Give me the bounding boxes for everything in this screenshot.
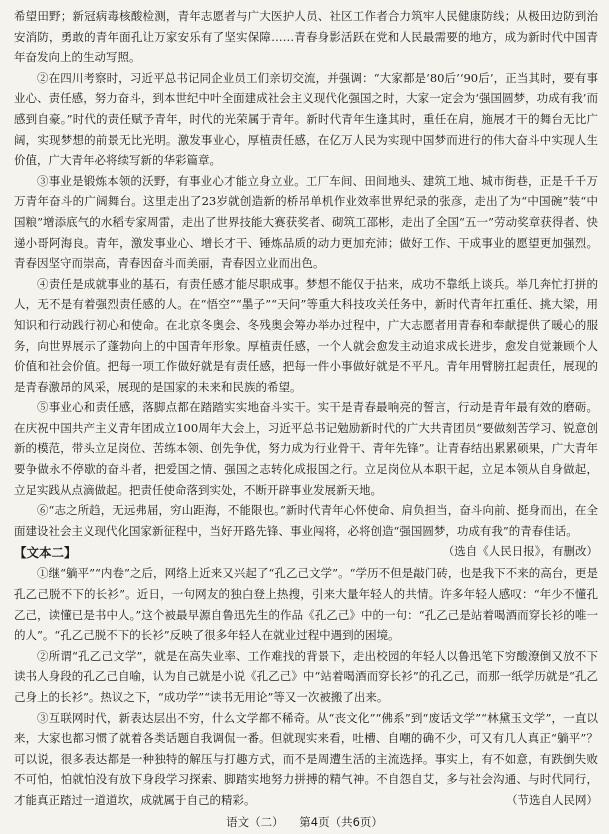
text-two-paragraph-3-text: ③互联网时代，新表达层出不穷，什么文学都不稀奇。从“丧文化”“佛系”到“废话文学”“林黛玉文学”，一直以来，大家也都习惯了就着各类话题自我调侃一番。但就现实来看，吐槽、自嘲的确不少，可又有几人真正“躺平”？可以说，很多表达都是一种独特的解压与打趣方式，而不是周遭生活的主流选择。事实上，有不如意，有跌倒失败不可怕，怕就怕没有放下身段学习探索、脚踏实地努力拼搏的精气神。不自怨自艾，多与社会沟通、与时代同行，才能真正踏过一道道坎，成就属于自己的精彩。 xyxy=(14,710,598,807)
text-two-heading: 【文本二】 xyxy=(14,545,77,561)
text-one-source: （选自《人民日报》，有删改） xyxy=(442,544,598,559)
paragraph-2: ②在四川考察时，习近平总书记同企业员工们亲切交流，并强调：“大家都是‘80后’‘90后’，正当其时，要有事业心、责任感，努力奋斗，到本世纪中叶全面建成社会主义现代化强国之时，大家一定会为‘强国圆梦，功成有我’而感到自豪。”时代的责任赋予青年，时代的光荣属于青年。新时代青年生逢其时，重任在肩，施展才干的舞台无比广阔，实现梦想的前景无比光明。激发事业心，厚植责任感，在亿万人民为实现中国梦而进行的伟大奋斗中实现人生价值，广大青年必将续写新的华彩篇章。 xyxy=(14,70,598,168)
footer-page-number: 第4页（共6页） xyxy=(299,815,383,829)
page-footer xyxy=(0,814,609,830)
text-two xyxy=(14,563,598,810)
text-two-source: （节选自人民网） xyxy=(506,792,598,807)
paragraph-4: ④责任是成就事业的基石，有责任感才能尽职成事。梦想不能仅于拈来，成功不靠纸上谈兵。举几奔忙打拼的人，无不是有着强烈责任感的人。在“悟空”“墨子”“天问”等重大科技攻关任务中，新时代青年扛重任、挑大梁，用知识和行动践行初心和使命。在北京冬奥会、冬残奥会筹办举办过程中，广大志愿者用青春和奉献提供了暖心的服务，向世界展示了蓬勃向上的中国青年形象。厚植责任感，一个人就会愈发主动追求成长进步，愈发自觉兼顾个人价值和社会价值。把每一项工作做好就是有责任感，把每一件小事做好就是不平凡。青年用臂膀扛起责任，展现的是青春激昂的风采，展现的是国家的未来和民族的希望。 xyxy=(14,276,598,394)
document-page xyxy=(14,6,598,811)
text-two-paragraph-1: ①继“躺平”“内卷”之后，网络上近来又兴起了“孔乙己文学”。“学历不但是敲门砖，也是我下不来的高台，更是孔乙己脱不下的长衫”。近日，一句网友的独白登上热搜，引来大量年轻人的共情。许多年轻人感叹：“年少不懂孔乙己，读懂已是书中人。”这个被最早源自鲁迅先生的作品《孔乙己》中的一句：“孔乙己是站着喝酒而穿长衫的唯一的人”。“孔乙己脱不下的长衫”反映了很多年轻人在就业过程中遇到的困境。 xyxy=(14,566,598,643)
paragraph-6-text: ⑥“志之所趋，无远弗届，穷山距海，不能限也。”新时代青年心怀使命、肩负担当，奋斗向前、挺身而出，在全面建设社会主义现代化国家新征程中，当好开路先锋、事业闯将，必将创造“强国圆梦，功成有我”的青春佳话。 xyxy=(14,503,598,538)
paragraph-5: ⑤事业心和责任感，落脚点都在踏踏实实地奋斗实干。实干是青春最响亮的誓言，行动是青年最有效的磨砺。在庆祝中国共产主义青年团成立100周年大会上，习近平总书记勉励新时代的广大共青团员“要做刻苦学习、锐意创新的模范，带头立足岗位、苦练本领、创先争优，努力成为行业骨干、青年先锋”。让青春结出累累硕果，广大青年要争做永不停歇的奋斗者，把爱国之情、强国之志转化成报国之行。立足岗位从本职干起，立足本领从自身做起，立足实践从点滴做起。把责任使命落到实处，不断开辟事业发展新天地。 xyxy=(14,400,598,497)
text-two-paragraph-3 xyxy=(14,708,598,811)
paragraph-3: ③事业是锻炼本领的沃野，有事业心才能立身立业。工厂车间、田间地头、建筑工地、城市街巷，正是千千万万青年奋斗的广阔舞台。这里走出了23岁就创造新的桥吊单机作业效率世界纪录的张彦，走出了为“中国碗”装“中国粮”增添底气的水稻专家周雷，走出了世界技能大赛获奖者、砌筑工邵彬，走出了全国“五一”劳动奖章获得者、快递小哥阿海良。青年，激发事业心、增长才干、锤炼品质的动力更加充沛；做好工作、干成事业的愿望更加强烈。青春因坚守而崇高，青春因奋斗而美丽，青春因立业而出色。 xyxy=(14,173,598,271)
text-two-paragraph-2: ②所谓“孔乙己文学”，就是在高失业率、工作难找的背景下，走出校园的年轻人以鲁迅笔下穷酸潦倒又放不下读书人身段的孔乙己自喻，认为自己就是小说《孔乙己》中“站着喝酒而穿长衫”的孔乙己，而那一纸学历就是“孔乙己身上的长衫”。热议之下，“成功学”“读书无用论”等又一次被搬了出来。 xyxy=(14,648,598,704)
paragraph-1-continued: 希望田野；新冠病毒核酸检测，青年志愿者与广大医护人员、社区工作者合力筑牢人民健康防线；从极田边防到治安消防，勇敢的青年面孔让万家安乐有了坚实保障……青春身影活跃在党和人民最需要的地方，成为新时代中国青年奋发向上的生动写照。 xyxy=(14,9,598,65)
footer-subject: 语文（二） xyxy=(226,815,284,829)
